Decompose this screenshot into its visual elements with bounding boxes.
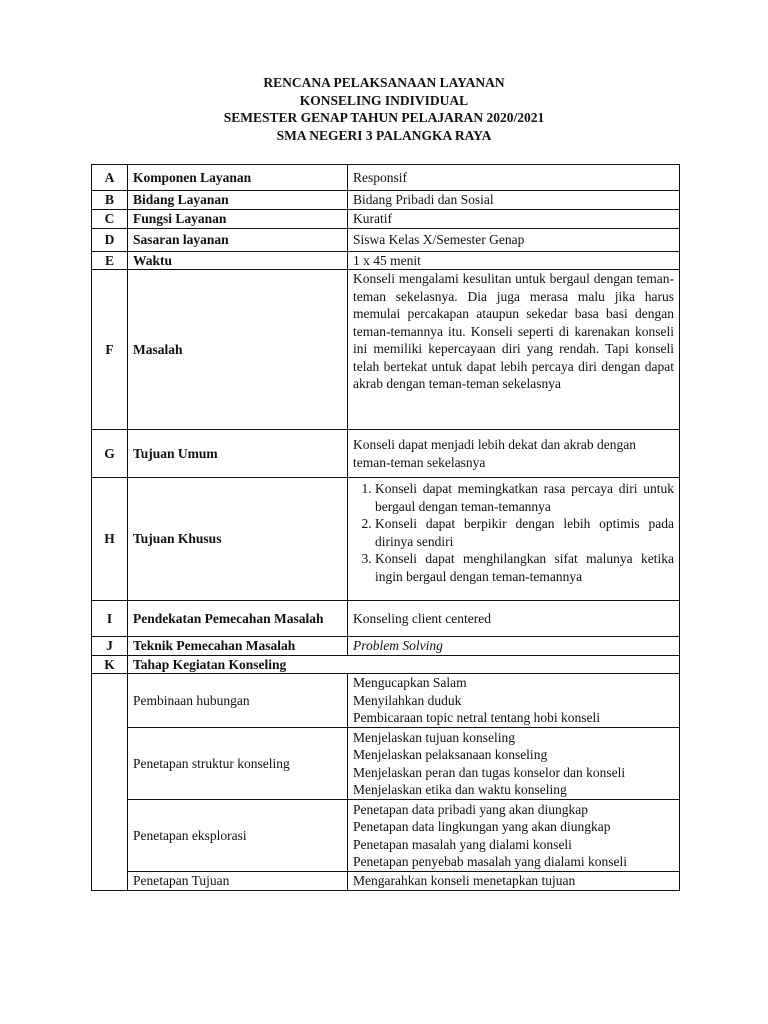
row-label: Waktu (128, 251, 348, 270)
stage-step: Menjelaskan tujuan konseling (353, 729, 515, 745)
stage-row (92, 728, 680, 800)
stage-step: Pembicaraan topic netral tentang hobi konseli (353, 710, 601, 726)
row-label: Tujuan Umum (128, 430, 348, 478)
stage-name: Pembinaan hubungan (128, 674, 348, 728)
row-label: Tahap Kegiatan Konseling (128, 655, 680, 674)
title-line-3: SEMESTER GENAP TAHUN PELAJARAN 2020/2021 (223, 110, 545, 125)
row-label: Bidang Layanan (128, 191, 348, 210)
list-item: 2. Konseli dapat berpikir dengan lebih optimis pada dirinya sendiri (375, 515, 674, 550)
stage-name: Penetapan struktur konseling (128, 728, 348, 800)
row-value: 1 x 45 menit (348, 251, 680, 270)
row-code: H (92, 478, 128, 601)
stage-step: Menjelaskan etika dan waktu konseling (353, 782, 567, 797)
row-label: Komponen Layanan (128, 165, 348, 191)
row-code: E (92, 251, 128, 270)
table-row (92, 228, 680, 251)
title-line-1: RENCANA PELAKSANAAN LAYANAN (263, 75, 505, 90)
title-line-2: KONSELING INDIVIDUAL (299, 92, 469, 108)
table-row (92, 430, 680, 478)
stage-row (92, 674, 680, 728)
title-line-4: SMA NEGERI 3 PALANGKA RAYA (276, 127, 492, 143)
row-code: G (92, 430, 128, 478)
list-item: 3. Konseli dapat menghilangkan sifat malunya ketika ingin bergaul dengan teman-temannya (375, 550, 674, 585)
row-label: Pendekatan Pemecahan Masalah (128, 601, 348, 637)
stage-step: Menjelaskan pelaksanaan konseling (353, 747, 548, 762)
table-row (92, 251, 680, 270)
stage-row (92, 872, 680, 891)
row-code: K (92, 655, 128, 674)
stage-steps (348, 872, 680, 891)
row-code: B (92, 191, 128, 210)
row-value: Responsif (348, 165, 680, 191)
row-value: Problem Solving (348, 637, 680, 656)
row-code: J (92, 637, 128, 656)
row-code: F (92, 270, 128, 430)
row-code: A (92, 165, 128, 191)
service-plan-table (91, 164, 680, 891)
row-value: Kuratif (348, 209, 680, 228)
table-row (92, 655, 680, 674)
table-row (92, 209, 680, 228)
stage-step: Penetapan masalah yang dialami konseli (353, 836, 572, 852)
stage-step: Mengucapkan Salam (353, 675, 467, 691)
problem-description: Konseli mengalami kesulitan untuk bergaul dengan teman-teman sekelasnya. Dia juga merasa malu jika harus memulai percakapan ataupun sekedar basa basi dengan teman-temannya itu. Konseli seperti di karenakan konseli ini memiliki kepercayaan diri yang rendah. Tapi konseli telah bertekat untuk dapat lebih percaya diri dengan dapat akrab dengan teman-teman sekelasnya (348, 270, 680, 430)
table-row (92, 478, 680, 601)
row-label: Teknik Pemecahan Masalah (128, 637, 348, 656)
stage-step: Penetapan data pribadi yang akan diungkap (353, 801, 589, 817)
table-row (92, 270, 680, 430)
row-label: Masalah (128, 270, 348, 430)
row-label: Tujuan Khusus (128, 478, 348, 601)
row-value: Siswa Kelas X/Semester Genap (348, 228, 680, 251)
row-code: C (92, 209, 128, 228)
table-row (92, 191, 680, 210)
specific-goals (348, 478, 680, 601)
stage-indent-cell (92, 674, 128, 891)
stage-steps (348, 674, 680, 728)
row-code: D (92, 228, 128, 251)
row-code: I (92, 601, 128, 637)
stage-row (92, 800, 680, 872)
table-row (92, 165, 680, 191)
list-item: 1. Konseli dapat memingkatkan rasa percaya diri untuk bergaul dengan teman-temannya (375, 480, 674, 515)
stage-name: Penetapan Tujuan (128, 872, 348, 891)
specific-goals-list (353, 480, 674, 585)
stage-step: Mengarahkan konseli menetapkan tujuan (353, 873, 576, 888)
table-row (92, 637, 680, 656)
table-row (92, 601, 680, 637)
stage-step: Menjelaskan peran dan tugas konselor dan konseli (353, 764, 626, 780)
row-label: Sasaran layanan (128, 228, 348, 251)
stage-step: Menyilahkan duduk (353, 692, 462, 708)
stage-step: Penetapan data lingkungan yang akan diungkap (353, 819, 611, 834)
stage-name: Penetapan eksplorasi (128, 800, 348, 872)
row-label: Fungsi Layanan (128, 209, 348, 228)
stage-steps (348, 728, 680, 800)
stage-step: Penetapan penyebab masalah yang dialami konseli (353, 854, 628, 869)
general-goal: Konseli dapat menjadi lebih dekat dan akrab dengan teman-teman sekelasnya (348, 430, 680, 478)
row-value: Konseling client centered (348, 601, 680, 637)
row-value: Bidang Pribadi dan Sosial (348, 191, 680, 210)
stage-steps (348, 800, 680, 872)
document-title (0, 74, 768, 144)
